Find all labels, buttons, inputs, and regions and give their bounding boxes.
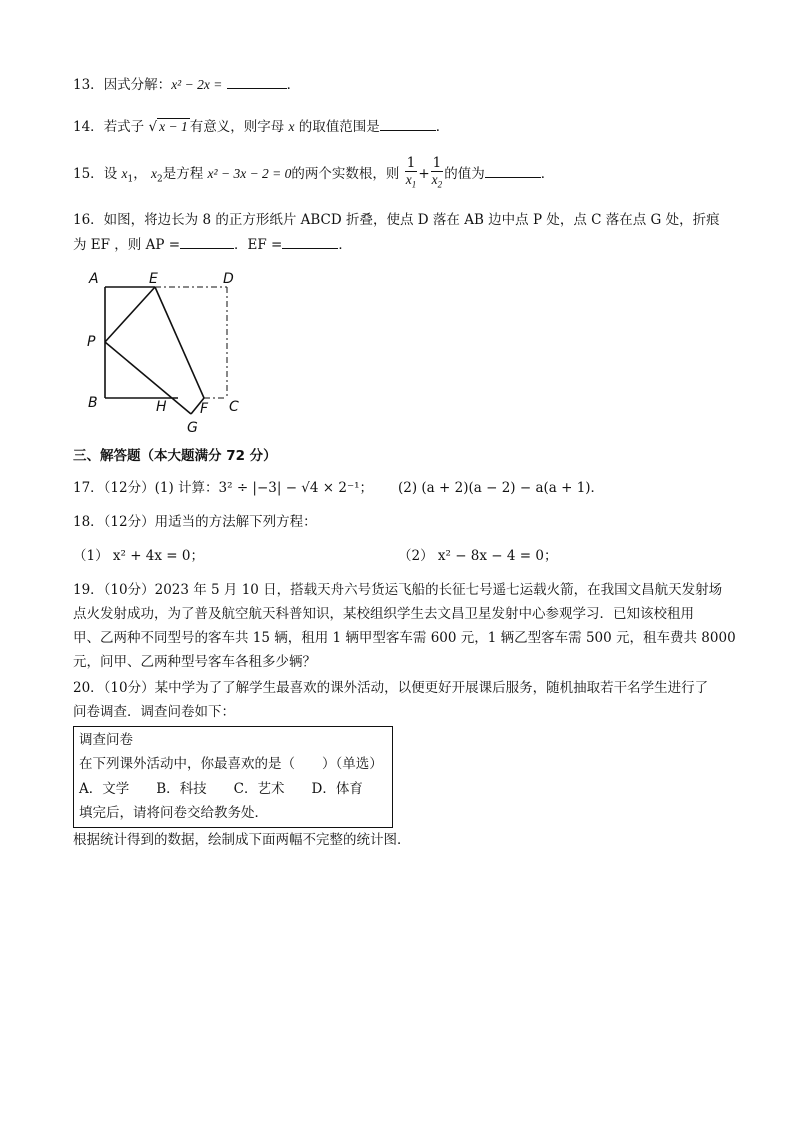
label-G: G [187,420,198,436]
question-17-part-2: (2) (a + 2)(a − 2) − a(a + 1)． [398,480,605,496]
question-18-part-1: （1） x² + 4x = 0； [73,548,204,564]
survey-options: A．文学 B．科技 C．艺术 D．体育 [79,781,363,797]
answer-blank[interactable] [380,116,436,131]
label-P: P [87,334,96,350]
sqrt-sign: √ [148,119,158,135]
fold-figure [80,264,260,440]
edge-EP [105,287,155,342]
label-H: H [156,399,167,415]
question-14: 14．若式子 √ x − 1 有意义，则字母 x 的取值范围是 ． [73,116,449,137]
question-18-part-2: （2） x² − 8x − 4 = 0； [398,548,558,564]
answer-blank[interactable] [180,234,234,249]
fraction-1-over-x1: $\frac{1}{x_1}$ [405,155,417,190]
question-20-line-1: 20．（10分）某中学为了了解学生最喜欢的课外活动，以便更好开展课后服务，随机抽取若干名学生进行了 [73,680,709,696]
survey-question: 在下列课外活动中，你最喜欢的是（ ）（单选） [79,756,383,772]
question-16-line-1: 16．如图，将边长为 8 的正方形纸片 ABCD 折叠，使点 D 落在 AB 边中点 P 处，点 C 落在点 G 处，折痕 [73,212,720,228]
survey-footer: 填完后，请将问卷交给教务处． [79,805,268,821]
answer-blank[interactable] [485,163,541,178]
question-19-line-4: 元，问甲、乙两种型号客车各租多少辆？ [73,654,316,670]
label-D: D [223,271,234,287]
question-20-line-2: 问卷调查．调查问卷如下： [73,704,235,720]
edge-EF [155,287,204,398]
section-3-heading: 三、解答题（本大题满分 72 分） [73,448,277,464]
question-20-after: 根据统计得到的数据，绘制成下面两幅不完整的统计图． [73,832,411,848]
answer-blank[interactable] [282,234,338,249]
fraction-1-over-x2: $\frac{1}{x_2}$ [431,155,443,190]
question-19-line-1: 19．（10分）2023 年 5 月 10 日，搭载天舟六号货运飞船的长征七号遥七运载火箭，在我国文昌航天发射场 [73,582,723,598]
label-A: A [89,271,99,287]
survey-title: 调查问卷 [79,732,133,748]
question-19-line-2: 点火发射成功，为了普及航空航天科普知识，某校组织学生去文昌卫星发射中心参观学习．已知该校租用 [73,606,694,622]
question-13: 13．因式分解：x² − 2x = ． [73,74,300,95]
question-17-part-1: 17．（12分）(1) 计算：3² ÷ |−3| − √4 × 2⁻¹； [73,480,374,496]
answer-blank[interactable] [227,74,287,89]
label-E: E [149,271,158,287]
question-16-line-2: 为 EF ，则 AP = ．EF = ． [73,234,352,255]
survey-box [73,726,393,828]
question-19-line-3: 甲、乙两种不同型号的客车共 15 辆，租用 1 辆甲型客车需 600 元，1 辆乙型客车需 500 元，租车费共 8000 [73,630,736,646]
question-15: 15．设 $x_1$， $x_2$是方程 x² − 3x − 2 = 0的两个实数根，则 $\frac{1}{x_1}$ + $\frac{1}{x_2}$ 的值为 ． [73,156,554,198]
label-B: B [88,395,98,411]
question-18-title: 18．（12分）用适当的方法解下列方程： [73,514,317,530]
edge-PG [105,342,191,414]
label-F: F [200,401,209,417]
label-C: C [229,399,239,415]
